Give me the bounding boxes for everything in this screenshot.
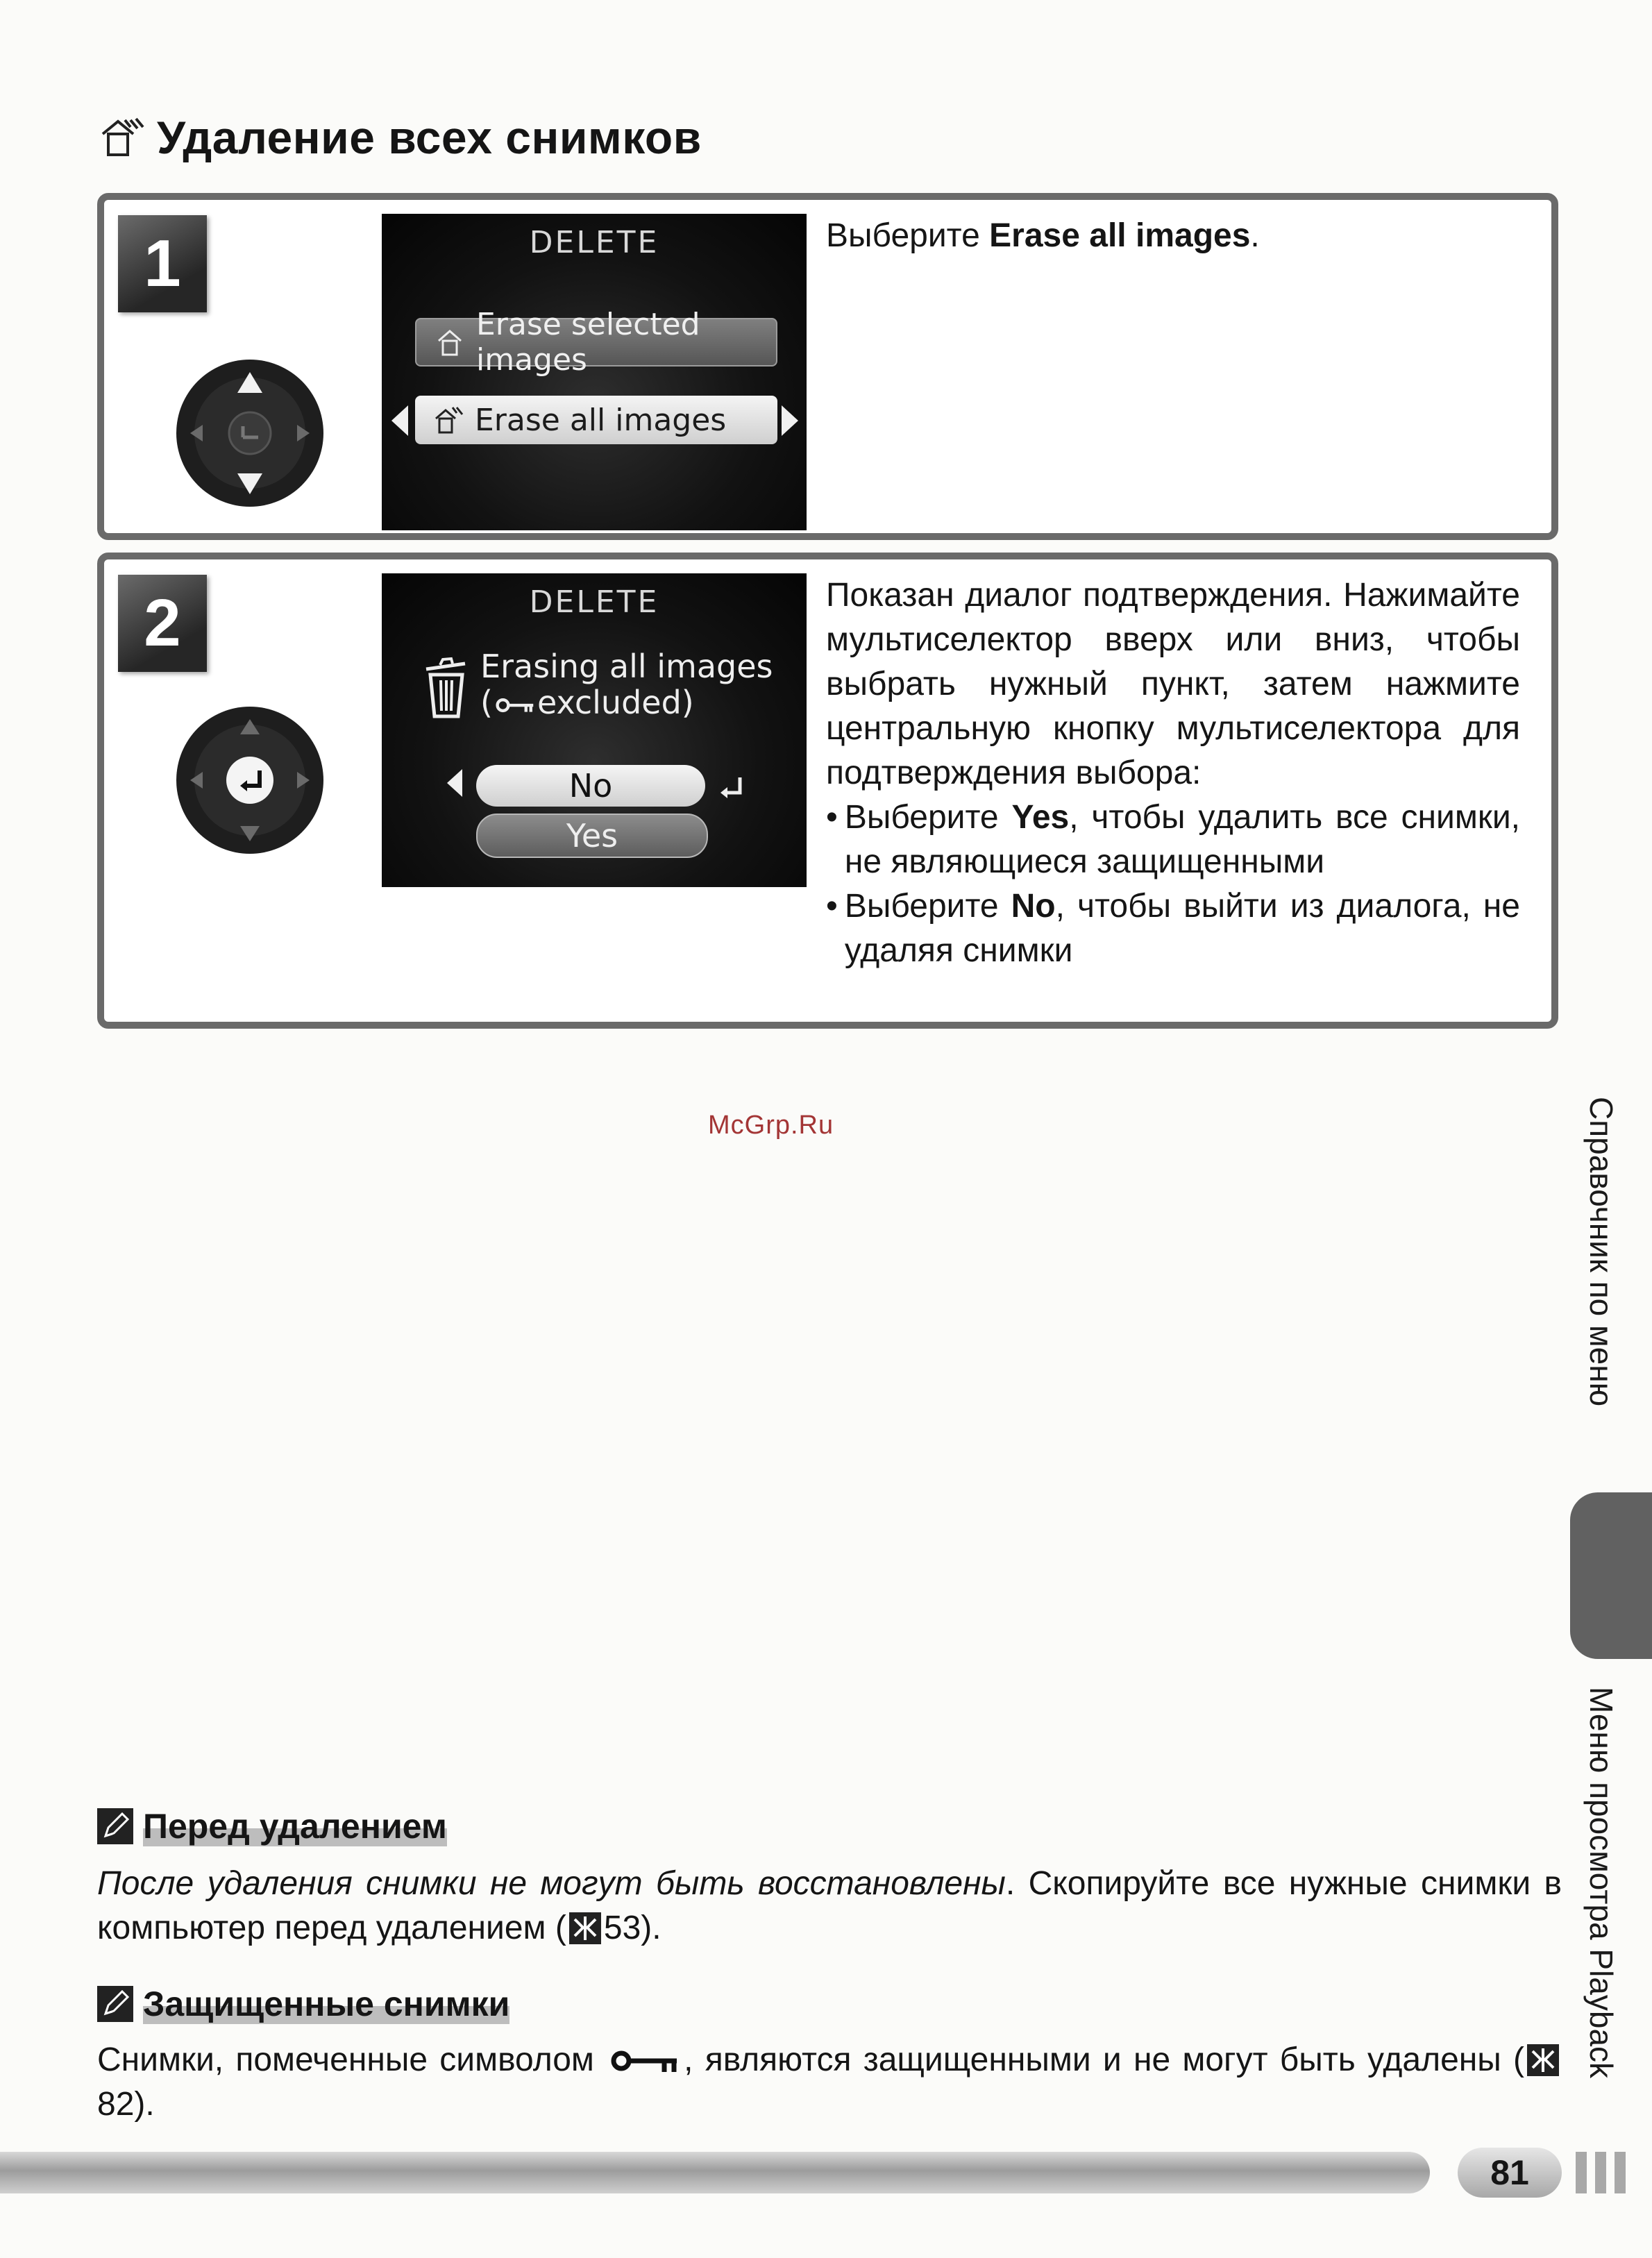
step-2-box bbox=[97, 553, 1558, 1029]
erasing-excluded: excluded) bbox=[537, 684, 694, 721]
note-heading-text: Перед удалением bbox=[143, 1807, 447, 1846]
note-body bbox=[97, 2038, 1562, 2127]
page-number: 81 bbox=[1458, 2148, 1562, 2198]
protect-key-icon bbox=[496, 696, 534, 715]
erase-all-icon bbox=[433, 405, 464, 435]
menu-item-label: Erase all images bbox=[475, 402, 727, 438]
chapter-tab bbox=[1570, 1492, 1652, 1659]
erasing-line-1: Erasing all images bbox=[480, 648, 773, 685]
note-text: ). bbox=[641, 1910, 661, 1946]
bullet-suffix: , чтобы выйти из диалога, не удаляя снимки bbox=[844, 888, 1521, 969]
bullet-prefix: Выберите bbox=[844, 799, 1012, 836]
camera-lcd-screen bbox=[382, 573, 807, 887]
erasing-paren: ( bbox=[480, 684, 493, 721]
step-1-instruction bbox=[826, 214, 1520, 258]
note-text: ). bbox=[134, 2086, 155, 2123]
erasing-line-2 bbox=[480, 684, 773, 721]
option-yes-button[interactable]: Yes bbox=[476, 814, 708, 858]
selection-arrow-right-icon bbox=[782, 405, 798, 436]
camera-lcd-screen bbox=[382, 214, 807, 530]
step-number: 1 bbox=[118, 215, 207, 312]
lcd-title: DELETE bbox=[529, 225, 659, 260]
bullet-bold: No bbox=[1011, 888, 1056, 925]
trash-icon bbox=[422, 657, 471, 719]
instruction-text: Показан диалог подтверждения. Нажимайте мультиселектор вверх или вниз, чтобы выбрать нужный пункт, затем нажмите центральную кнопку мультиселектора для подтверждения выбора: bbox=[826, 577, 1520, 791]
bullet-text bbox=[845, 795, 1520, 884]
footer-stripes bbox=[1576, 2152, 1626, 2193]
erase-selected-icon bbox=[435, 327, 465, 357]
bullet-prefix: Выберите bbox=[844, 888, 1011, 925]
note-heading bbox=[97, 1984, 509, 2024]
page-title bbox=[97, 111, 702, 164]
ok-enter-icon bbox=[718, 772, 745, 800]
ref-page: 82 bbox=[97, 2086, 135, 2123]
watermark: McGrp.Ru bbox=[708, 1111, 834, 1140]
selection-arrow-left-icon bbox=[447, 769, 462, 797]
reference-icon bbox=[569, 1912, 601, 1944]
erase-all-icon bbox=[97, 116, 144, 159]
instruction-text: . bbox=[1250, 217, 1260, 254]
multi-selector-icon bbox=[174, 357, 326, 509]
bullet-bold: Yes bbox=[1011, 799, 1070, 836]
instruction-text: Выберите bbox=[826, 217, 990, 254]
footer-bar bbox=[0, 2152, 1430, 2193]
side-label-reference: Справочник по меню bbox=[1583, 1097, 1619, 1407]
side-label-playback: Меню просмотра Playback bbox=[1583, 1687, 1619, 2079]
pencil-note-icon bbox=[97, 1986, 133, 2022]
menu-item-label: Erase selected images bbox=[476, 307, 700, 378]
note-heading-text: Защищенные снимки bbox=[143, 1985, 510, 2023]
note-text: , являются защищенными и не могут быть удалены ( bbox=[684, 2041, 1524, 2078]
bullet-item bbox=[826, 884, 1520, 973]
step-2-instruction bbox=[826, 573, 1520, 973]
note-italic-text: После удаления снимки не могут быть восстановлены bbox=[97, 1865, 1006, 1902]
note-text: Снимки, помеченные символом bbox=[97, 2041, 607, 2078]
bullet-item bbox=[826, 795, 1520, 884]
reference-icon bbox=[1527, 2044, 1559, 2076]
lcd-title: DELETE bbox=[529, 584, 659, 620]
multi-selector-icon bbox=[174, 704, 326, 857]
ref-page: 53 bbox=[603, 1910, 641, 1946]
instruction-bold: Erase all images bbox=[989, 217, 1251, 254]
bullet-suffix: , чтобы удалить все снимки, не являющиеся защищенными bbox=[844, 799, 1520, 880]
step-number: 2 bbox=[118, 575, 207, 672]
note-text: . Скопируйте все нужные снимки в компьютер перед удалением ( bbox=[97, 1865, 1562, 1946]
page-title-text: Удаление всех снимков bbox=[157, 112, 702, 163]
menu-item-erase-all[interactable] bbox=[415, 396, 777, 444]
step-1-box bbox=[97, 193, 1558, 540]
selection-arrow-left-icon bbox=[391, 405, 408, 436]
bullet-text bbox=[845, 884, 1520, 973]
menu-item-erase-selected[interactable] bbox=[415, 307, 777, 378]
pencil-note-icon bbox=[97, 1808, 133, 1844]
option-no-button[interactable]: No bbox=[476, 765, 705, 807]
protect-key-icon bbox=[610, 2048, 680, 2073]
note-body bbox=[97, 1862, 1562, 1951]
bullet-dot: • bbox=[826, 799, 838, 836]
erase-confirmation-message bbox=[422, 648, 773, 721]
note-heading bbox=[97, 1806, 447, 1846]
bullet-dot: • bbox=[826, 888, 838, 925]
